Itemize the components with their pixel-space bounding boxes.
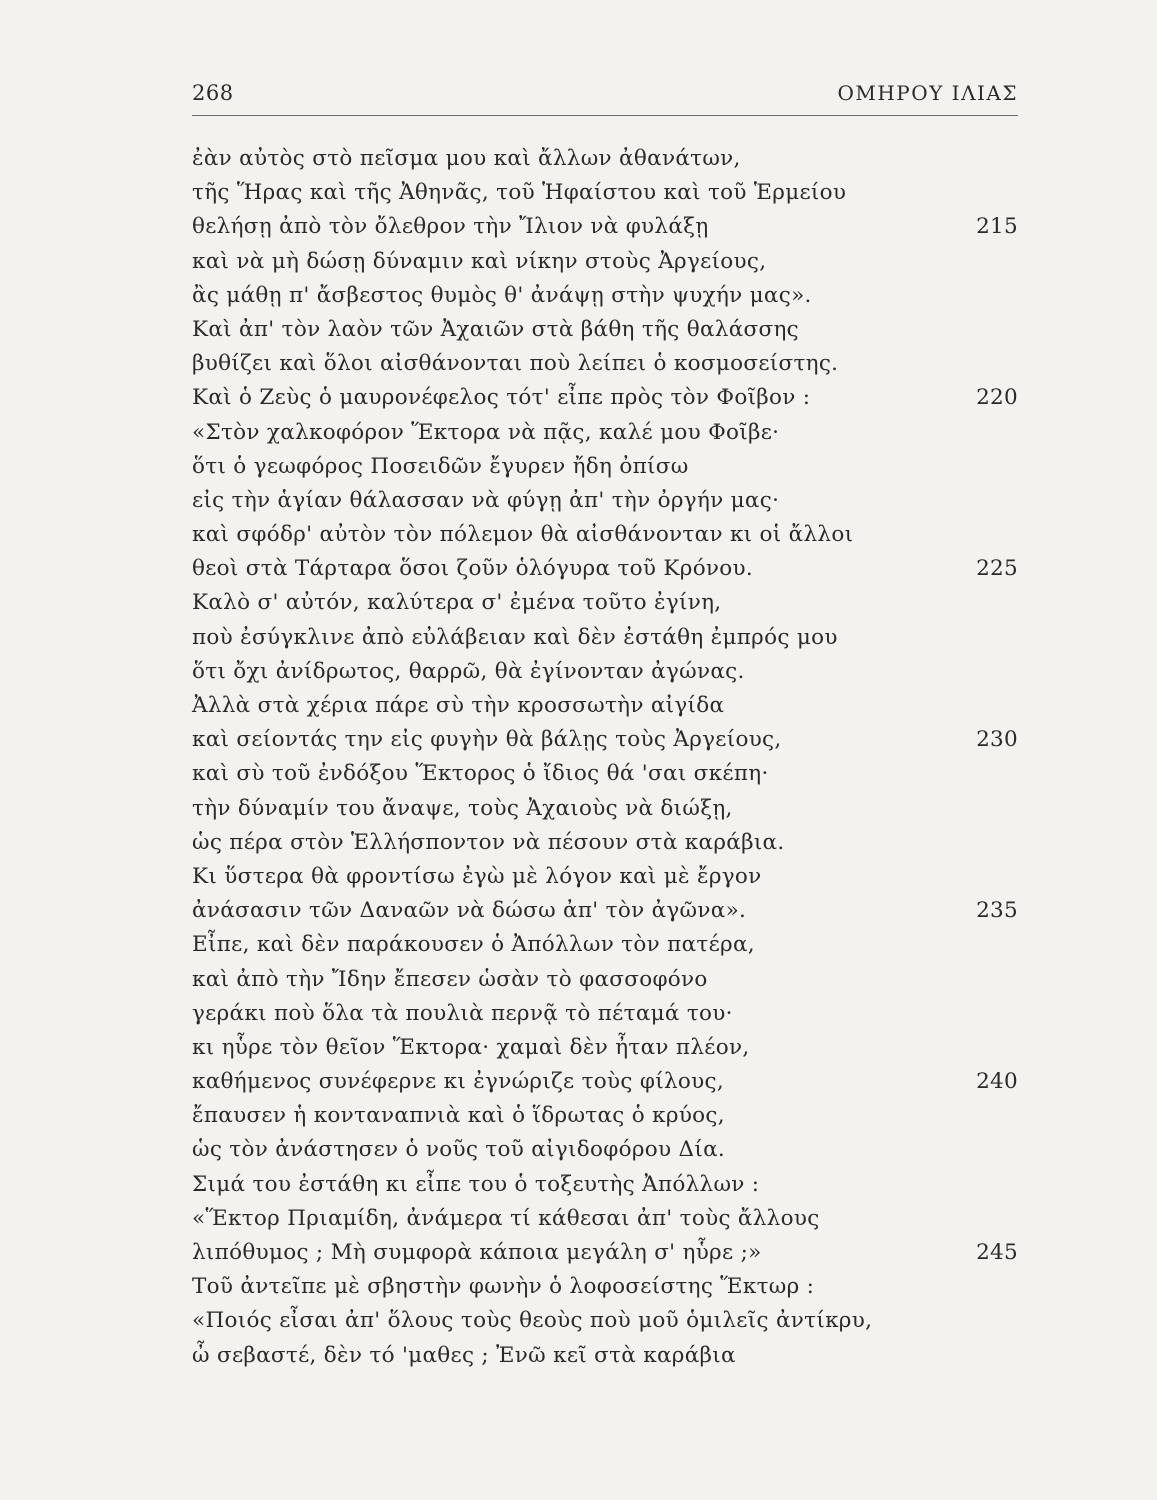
verse-text: «Ἕκτορ Πριαμίδη, ἀνάμερα τί κάθεσαι ἀπ' τοὺς ἄλλους [192,1205,820,1231]
verse-text: καὶ σὺ τοῦ ἐνδόξου Ἕκτορος ὁ ἴδιος θά 'σαι σκέπη· [192,761,769,787]
verse-line [192,176,1018,210]
verse-text: Τοῦ ἀντεῖπε μὲ σβηστὴν φωνὴν ὁ λοφοσείστης Ἕκτωρ : [192,1274,815,1300]
verse-text: Ἀλλὰ στὰ χέρια πάρε σὺ τὴν κροσσωτὴν αἰγίδα [192,693,725,718]
verse-text: Εἶπε, καὶ δὲν παράκουσεν ὁ Ἀπόλλων τὸν πατέρα, [192,932,755,958]
verse-line [192,1133,1018,1167]
verse-line [192,826,1018,860]
verse-text: θελήσῃ ἀπὸ τὸν ὄλεθρον τὴν Ἴλιον νὰ φυλάξῃ [192,214,709,240]
verse-text: καὶ νὰ μὴ δώσῃ δύναμιν καὶ νίκην στοὺς Ἀργείους, [192,248,767,274]
verse-line [192,963,1018,997]
verse-text: ποὺ ἐσύγκλινε ἀπὸ εὐλάβειαν καὶ δὲν ἐστάθη ἐμπρός μου [192,624,838,650]
verse-body [192,142,1018,1373]
verse-line [192,1202,1018,1236]
verse-line [192,928,1018,962]
verse-line [192,450,1018,484]
verse-line [192,621,1018,655]
verse-line [192,757,1018,791]
verse-text: καὶ σείοντάς την εἰς φυγὴν θὰ βάλῃς τοὺς Ἀργείους, [192,727,782,753]
verse-line [192,518,1018,552]
verse-line [192,894,1018,928]
line-number: 240 [976,1069,1018,1095]
verse-line [192,655,1018,689]
verse-line [192,347,1018,381]
verse-text: καὶ ἀπὸ τὴν Ἴδην ἔπεσεν ὡσὰν τὸ φασσοφόνο [192,966,708,992]
line-number: 220 [976,385,1018,411]
page-number: 268 [192,81,234,105]
verse-text: ὦ σεβαστέ, δὲν τό 'μαθες ; Ἐνῶ κεῖ στὰ καράβια [192,1342,736,1368]
verse-line [192,1236,1018,1270]
verse-line [192,1099,1018,1133]
verse-line [192,1339,1018,1373]
line-number: 235 [976,898,1018,924]
verse-text: ἀνάσασιν τῶν Δαναῶν νὰ δώσω ἀπ' τὸν ἀγῶνα». [192,898,747,924]
verse-line [192,792,1018,826]
verse-line [192,210,1018,244]
line-number: 245 [976,1240,1018,1265]
verse-line [192,552,1018,586]
page-header [192,75,1018,116]
verse-line [192,997,1018,1031]
verse-text: καὶ σφόδρ' αὐτὸν τὸν πόλεμον θὰ αἰσθάνονταν κι οἱ ἄλλοι [192,522,854,548]
verse-text: γεράκι ποὺ ὅλα τὰ πουλιὰ περνᾷ τὸ πέταμά του· [192,1000,733,1026]
verse-line [192,245,1018,279]
verse-text: εἰς τὴν ἁγίαν θάλασσαν νὰ φύγῃ ἀπ' τὴν ὀργήν μας· [192,487,780,513]
verse-text: Καὶ ὁ Ζεὺς ὁ μαυρονέφελος τότ' εἶπε πρὸς τὸν Φοῖβον : [192,385,811,411]
verse-text: λιπόθυμος ; Μὴ συμφορὰ κάποια μεγάλη σ' ηὗρε ;» [192,1240,762,1265]
verse-text: βυθίζει καὶ ὅλοι αἰσθάνονται ποὺ λείπει ὁ κοσμοσείστης. [192,351,839,377]
verse-text: «Στὸν χαλκοφόρον Ἕκτορα νὰ πᾷς, καλέ μου Φοῖβε· [192,419,780,445]
verse-line [192,1031,1018,1065]
line-number: 230 [976,727,1018,753]
verse-text: θεοὶ στὰ Τάρταρα ὅσοι ζοῦν ὁλόγυρα τοῦ Κρόνου. [192,556,754,582]
line-number: 225 [976,556,1018,582]
verse-line [192,1304,1018,1338]
verse-line [192,484,1018,518]
verse-line [192,313,1018,347]
verse-text: ὡς τὸν ἀνάστησεν ὁ νοῦς τοῦ αἰγιδοφόρου Δία. [192,1137,726,1163]
verse-line [192,860,1018,894]
verse-line [192,1168,1018,1202]
verse-text: Καλὸ σ' αὐτόν, καλύτερα σ' ἐμένα τοῦτο ἐγίνη, [192,590,722,616]
verse-text: «Ποιός εἶσαι ἀπ' ὅλους τοὺς θεοὺς ποὺ μοῦ ὁμιλεῖς ἀντίκρυ, [192,1308,873,1334]
running-title: ΟΜΗΡΟΥ ΙΛΙΑΣ [837,81,1018,105]
verse-text: τὴν δύναμίν του ἄναψε, τοὺς Ἀχαιοὺς νὰ διώξῃ, [192,795,733,821]
verse-line [192,381,1018,415]
verse-text: κι ηὗρε τὸν θεῖον Ἕκτορα· χαμαὶ δὲν ἦταν πλέον, [192,1034,750,1060]
verse-text: ἂς μάθῃ π' ἄσβεστος θυμὸς θ' ἀνάψῃ στὴν ψυχήν μας». [192,282,812,308]
line-number: 215 [976,214,1018,240]
verse-text: Καὶ ἀπ' τὸν λαὸν τῶν Ἀχαιῶν στὰ βάθη τῆς θαλάσσης [192,316,800,342]
verse-text: ὅτι ὄχι ἀνίδρωτος, θαρρῶ, θὰ ἐγίνονταν ἀγώνας. [192,658,745,684]
verse-line [192,586,1018,620]
verse-text: καθήμενος συνέφερνε κι ἐγνώριζε τοὺς φίλους, [192,1069,724,1095]
verse-text: ὡς πέρα στὸν Ἑλλήσποντον νὰ πέσουν στὰ καράβια. [192,829,785,855]
verse-text: ἔπαυσεν ἡ κονταναπνιὰ καὶ ὁ ἵδρωτας ὁ κρύος, [192,1103,725,1129]
verse-text: ὅτι ὁ γεωφόρος Ποσειδῶν ἔγυρεν ἤδη ὀπίσω [192,453,689,479]
verse-line [192,142,1018,176]
verse-text: ἐὰν αὐτὸς στὸ πεῖσμα μου καὶ ἄλλων ἀθανάτων, [192,146,741,171]
verse-text: Σιμά του ἐστάθη κι εἶπε του ὁ τοξευτὴς Ἀπόλλων : [192,1171,760,1197]
verse-line [192,689,1018,723]
verse-line [192,723,1018,757]
verse-text: Κι ὕστερα θὰ φροντίσω ἐγὼ μὲ λόγον καὶ μὲ ἔργον [192,863,762,889]
verse-line [192,1270,1018,1304]
verse-line [192,279,1018,313]
verse-text: τῆς Ἥρας καὶ τῆς Ἀθηνᾶς, τοῦ Ἡφαίστου καὶ τοῦ Ἑρμείου [192,180,847,206]
verse-line [192,416,1018,450]
verse-line [192,1065,1018,1099]
